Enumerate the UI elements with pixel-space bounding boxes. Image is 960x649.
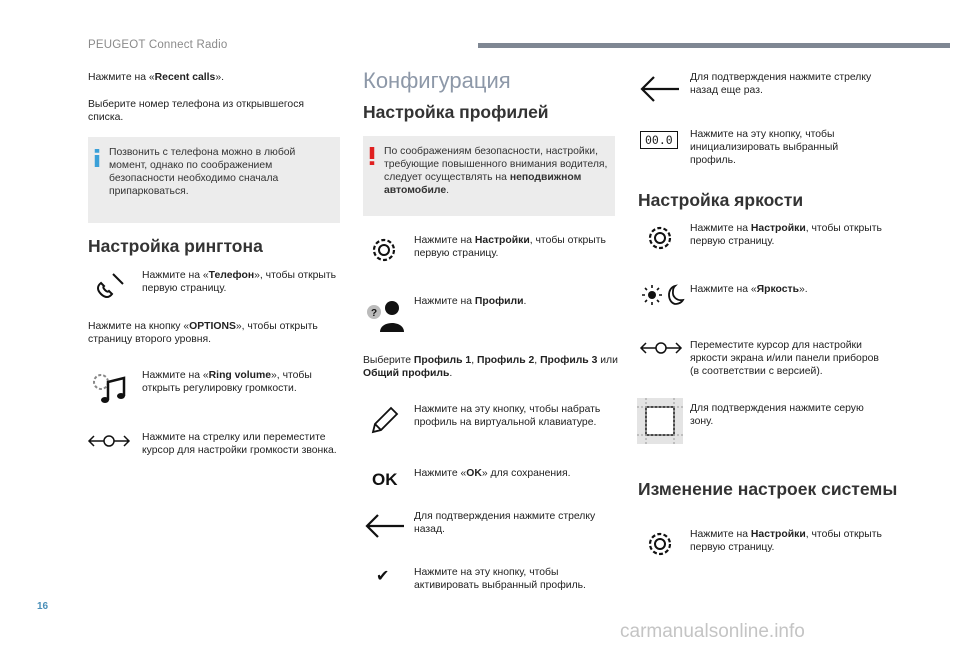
gear-icon xyxy=(370,236,398,264)
profiles-step-6: Для подтверждения нажмите стрелку назад. xyxy=(414,511,596,535)
ringtone-heading: Настройка рингтона xyxy=(88,236,263,256)
gear-icon-2 xyxy=(646,224,674,252)
watermark: carmanualsonline.info xyxy=(620,621,805,642)
profiles-step-7: Нажмите на эту кнопку, чтобы активировать выбранный профиль. xyxy=(414,567,586,591)
warning-note xyxy=(363,136,615,216)
back-arrow-icon-2 xyxy=(639,76,681,102)
system-heading: Изменение настроек системы xyxy=(638,479,898,499)
gear-icon-3 xyxy=(646,530,674,558)
brightness-heading: Настройка яркости xyxy=(638,190,804,210)
svg-text:?: ? xyxy=(371,308,378,319)
profiles-step-9: Нажмите на эту кнопку, чтобы инициализировать выбранный профиль. xyxy=(690,129,839,166)
ringtone-step-4: Нажмите на стрелку или переместите курсор для настройки громкости звонка. xyxy=(142,432,337,456)
header-title: PEUGEOT Connect Radio xyxy=(88,39,228,51)
back-arrow-icon xyxy=(364,514,406,538)
settings-music-icon xyxy=(90,370,130,408)
profiles-step-3: Выберите Профиль 1, Профиль 2, Профиль 3 или Общий профиль. xyxy=(363,355,618,379)
warning-icon xyxy=(369,144,375,168)
profiles-step-1: Нажмите на Настройки, чтобы открыть первую страницу. xyxy=(414,235,606,259)
system-step-1: Нажмите на Настройки, чтобы открыть первую страницу. xyxy=(690,529,882,553)
info-icon xyxy=(94,146,100,170)
brightness-step-3: Переместите курсор для настройки яркости экрана и/или панели приборов (в соответствии с версией). xyxy=(690,340,879,377)
info-note xyxy=(88,137,340,223)
profiles-step-5: Нажмите «OK» для сохранения. xyxy=(414,468,571,479)
page-number: 16 xyxy=(37,601,49,612)
user-question-icon xyxy=(366,298,406,332)
check-icon: ✔ xyxy=(376,568,390,585)
brightness-icon xyxy=(641,283,685,307)
profiles-step-4: Нажмите на эту кнопку, чтобы набрать профиль на виртуальной клавиатуре. xyxy=(414,404,601,428)
ok-icon: OK xyxy=(372,470,398,489)
slider-icon xyxy=(87,432,131,450)
pencil-icon xyxy=(369,404,401,436)
profiles-step-2: Нажмите на Профили. xyxy=(414,296,527,307)
brightness-step-4: Для подтверждения нажмите серую зону. xyxy=(690,403,864,427)
warning-note-text: По соображениям безопасности, настройки, требующие повышенного внимания водителя, следует осуществлять на неподвижном автомобиле. xyxy=(384,146,608,196)
slider-icon-2 xyxy=(639,338,683,358)
brightness-step-2: Нажмите на «Яркость». xyxy=(690,284,808,295)
gray-zone-icon xyxy=(637,398,683,444)
zero-display-icon: 00.0 xyxy=(640,131,678,149)
brightness-step-1: Нажмите на Настройки, чтобы открыть первую страницу. xyxy=(690,223,882,247)
ringtone-step-3: Нажмите на «Ring volume», чтобы открыть регулировку громкости. xyxy=(142,370,312,394)
choose-number-text: Выберите номер телефона из открывшегося списка. xyxy=(88,99,305,123)
phone-icon xyxy=(95,270,127,298)
ringtone-step-2: Нажмите на кнопку «OPTIONS», чтобы открыть страницу второго уровня. xyxy=(88,321,318,345)
section-title: Конфигурация xyxy=(363,68,511,93)
recent-calls-text: Нажмите на «Recent calls». xyxy=(88,72,224,83)
ringtone-step-1: Нажмите на «Телефон», чтобы открыть первую страницу. xyxy=(142,270,337,294)
header-bar xyxy=(478,43,950,48)
profiles-heading: Настройка профилей xyxy=(363,102,549,122)
profiles-step-8: Для подтверждения нажмите стрелку назад еще раз. xyxy=(690,72,872,96)
info-note-text: Позвонить с телефона можно в любой момент, однако по соображением безопасности необходимо сначала припарковаться. xyxy=(109,147,296,197)
